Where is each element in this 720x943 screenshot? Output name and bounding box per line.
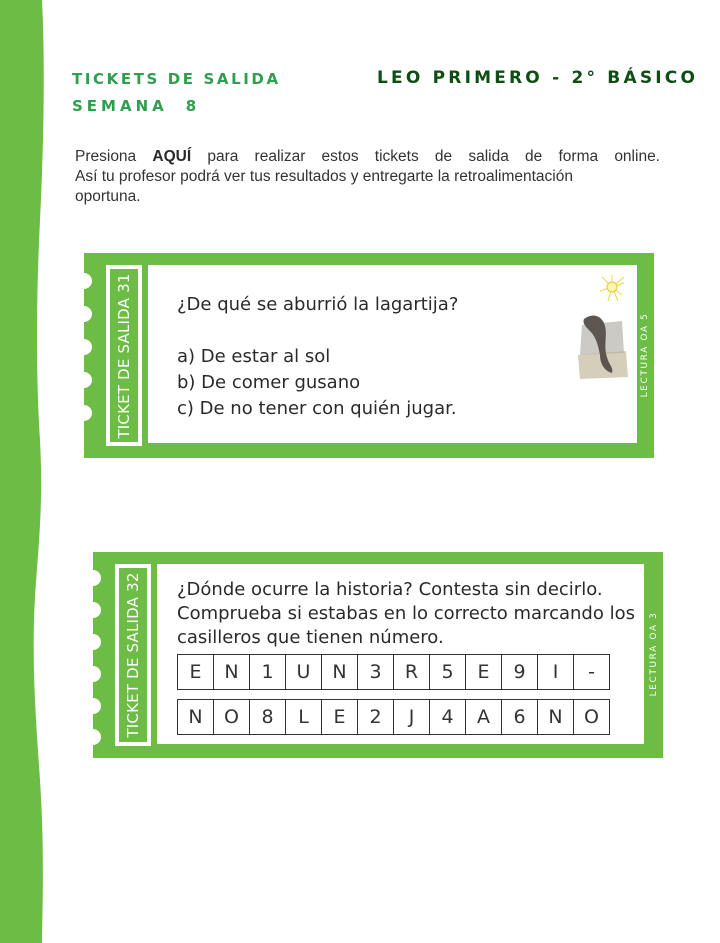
question-line-1: ¿Dónde ocurre la historia? Contesta sin decirlo. xyxy=(177,579,603,600)
option-a[interactable]: a) De estar al sol xyxy=(177,346,331,367)
ticket-number-label: TICKET DE SALIDA 31 xyxy=(115,272,133,439)
grid-cell[interactable]: J xyxy=(394,700,430,734)
perforated-edge xyxy=(92,552,104,758)
intro-line1-rest: para realizar estos tickets de salida de forma online. xyxy=(191,148,660,165)
option-b[interactable]: b) De comer gusano xyxy=(177,372,361,393)
question: ¿De qué se aburrió la lagartija? xyxy=(177,294,459,315)
answer-grid-row-1 xyxy=(177,654,610,690)
ticket-number-label: TICKET DE SALIDA 32 xyxy=(124,572,142,738)
grid-cell[interactable]: 1 xyxy=(250,655,286,689)
header-week xyxy=(72,93,281,120)
grid-cell[interactable]: 6 xyxy=(502,700,538,734)
decorative-side-wave xyxy=(0,0,60,943)
perforated-edge xyxy=(83,253,95,458)
grid-cell[interactable]: N xyxy=(538,700,574,734)
grid-cell[interactable]: 8 xyxy=(250,700,286,734)
intro-line-2: Así tu profesor podrá ver tus resultados y entregarte la retroalimentación xyxy=(75,168,573,185)
grid-cell[interactable]: O xyxy=(574,700,610,734)
header-left xyxy=(72,66,281,120)
grid-cell[interactable]: 3 xyxy=(358,655,394,689)
grid-cell[interactable]: 4 xyxy=(430,700,466,734)
curriculum-label: LECTURA OA 3 xyxy=(649,611,659,697)
ticket-stub xyxy=(115,564,151,746)
grid-cell[interactable]: E xyxy=(322,700,358,734)
grid-cell[interactable]: E xyxy=(466,655,502,689)
grid-cell[interactable]: - xyxy=(574,655,610,689)
ticket-31 xyxy=(84,253,654,458)
question-line-3: casilleros que tienen número. xyxy=(177,627,444,648)
ticket-stub xyxy=(106,265,142,446)
week-label: SEMANA xyxy=(72,97,168,115)
grid-cell[interactable]: E xyxy=(178,655,214,689)
answer-grid-row-2 xyxy=(177,699,610,735)
grid-cell[interactable]: 9 xyxy=(502,655,538,689)
grid-cell[interactable]: 5 xyxy=(430,655,466,689)
week-number: 8 xyxy=(185,97,199,115)
header-tickets-title: TICKETS DE SALIDA xyxy=(72,70,281,88)
option-c[interactable]: c) De no tener con quién jugar. xyxy=(177,398,457,419)
grid-cell[interactable]: U xyxy=(286,655,322,689)
ticket-32 xyxy=(93,552,663,758)
program-title: LEO PRIMERO - 2° BÁSICO xyxy=(377,68,699,88)
intro-line-3: oportuna. xyxy=(75,188,141,205)
ticket-body xyxy=(157,564,644,744)
grid-cell[interactable]: R xyxy=(394,655,430,689)
online-link[interactable]: AQUÍ xyxy=(152,148,192,165)
grid-cell[interactable]: A xyxy=(466,700,502,734)
grid-cell[interactable]: 2 xyxy=(358,700,394,734)
curriculum-label: LECTURA OA 5 xyxy=(640,312,650,398)
grid-cell[interactable]: N xyxy=(214,655,250,689)
grid-cell[interactable]: N xyxy=(322,655,358,689)
grid-cell[interactable]: O xyxy=(214,700,250,734)
ticket-body xyxy=(148,265,637,443)
intro-line-1 xyxy=(75,147,660,167)
intro-paragraph xyxy=(75,147,660,207)
intro-prefix: Presiona xyxy=(75,148,153,165)
grid-cell[interactable]: N xyxy=(178,700,214,734)
lizard-sun-illustration xyxy=(574,273,630,383)
grid-cell[interactable]: I xyxy=(538,655,574,689)
grid-cell[interactable]: L xyxy=(286,700,322,734)
question-line-2: Comprueba si estabas en lo correcto marcando los xyxy=(177,603,635,624)
